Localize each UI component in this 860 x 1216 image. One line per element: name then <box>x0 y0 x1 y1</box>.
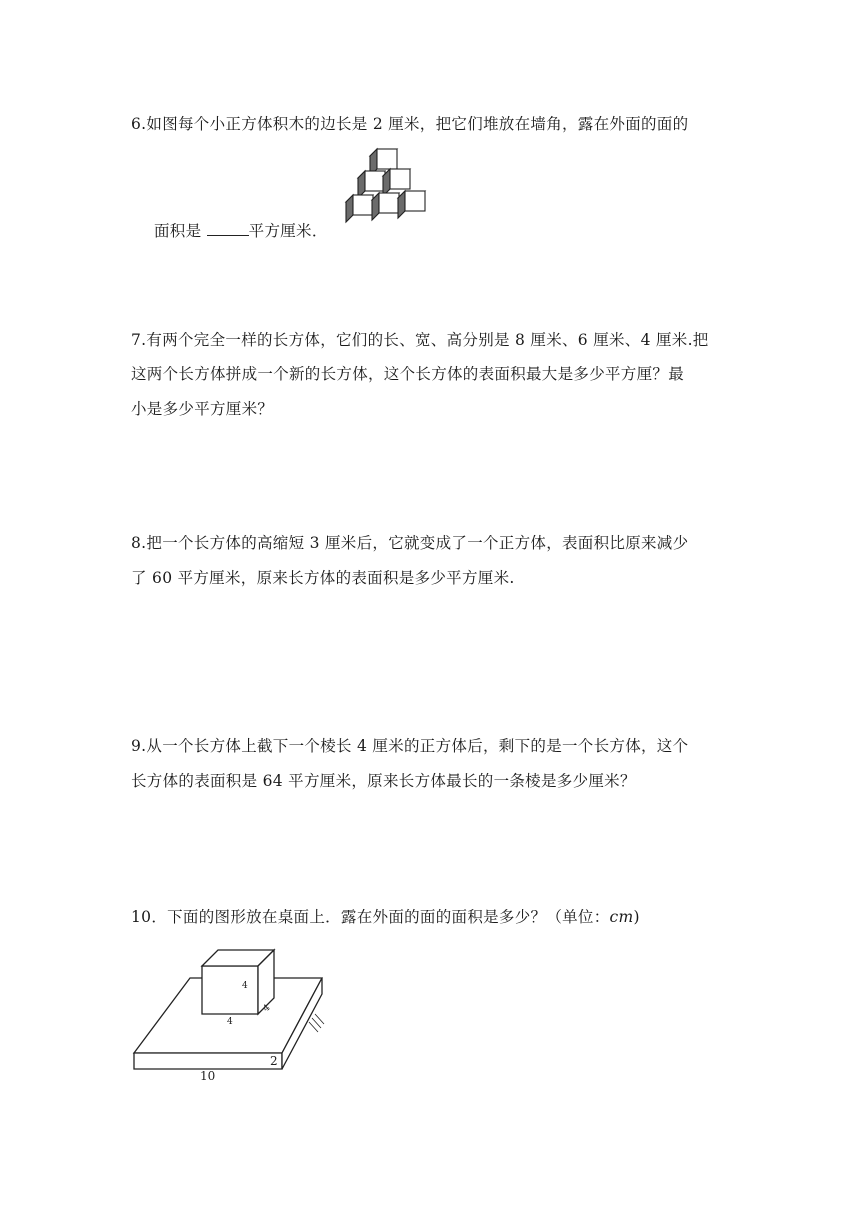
q6-answer-blank[interactable] <box>207 234 249 236</box>
base-front-face <box>134 1053 282 1069</box>
q10-line1-after: ) <box>633 908 640 926</box>
q8-line1: 8.把一个长方体的高缩短 3 厘米后，它就变成了一个正方体，表面积比原来减少 <box>131 534 689 552</box>
q8-line2: 了 60 平方厘米，原来长方体的表面积是多少平方厘米. <box>131 569 515 587</box>
q10-line1-before: 10．下面的图形放在桌面上．露在外面的面的面积是多少？（单位： <box>131 908 610 926</box>
q9-line1: 9.从一个长方体上截下一个棱长 4 厘米的正方体后，剩下的是一个长方体，这个 <box>131 737 689 755</box>
q6-line2-before: 面积是 <box>154 222 207 240</box>
q10-unit: cm <box>609 908 634 926</box>
q9-line2: 长方体的表面积是 64 平方厘米，原来长方体最长的一条棱是多少厘米？ <box>131 772 636 790</box>
stack-cube <box>346 195 373 222</box>
q7-line3: 小是多少平方厘米？ <box>131 400 274 418</box>
q6-line2-after: 平方厘米． <box>248 222 328 240</box>
q10-line1 <box>131 905 640 927</box>
label-base-length: 10 <box>200 1069 216 1083</box>
label-base-height: 2 <box>270 1054 278 1068</box>
stack-cube <box>398 191 425 218</box>
q6-line1: 6.如图每个小正方体积木的边长是 2 厘米，把它们堆放在墙角，露在外面的面的 <box>131 115 689 133</box>
q6-line2 <box>154 219 328 241</box>
q7-line2: 这两个长方体拼成一个新的长方体，这个长方体的表面积最大是多少平方厘？最 <box>131 365 685 383</box>
stack-cube <box>372 193 399 220</box>
q10-figure-svg <box>126 944 336 1084</box>
q10-figure <box>126 944 336 1084</box>
q6-cube-stack-figure <box>340 146 435 236</box>
label-cube-width: 4 <box>227 1017 233 1027</box>
label-cube-height: 4 <box>242 981 248 991</box>
q7-line1: 7.有两个完全一样的长方体，它们的长、宽、高分别是 8 厘米、6 厘米、4 厘米.把 <box>131 331 709 349</box>
label-cube-depth: 4 <box>261 1002 273 1015</box>
cube-front-face <box>202 966 258 1014</box>
